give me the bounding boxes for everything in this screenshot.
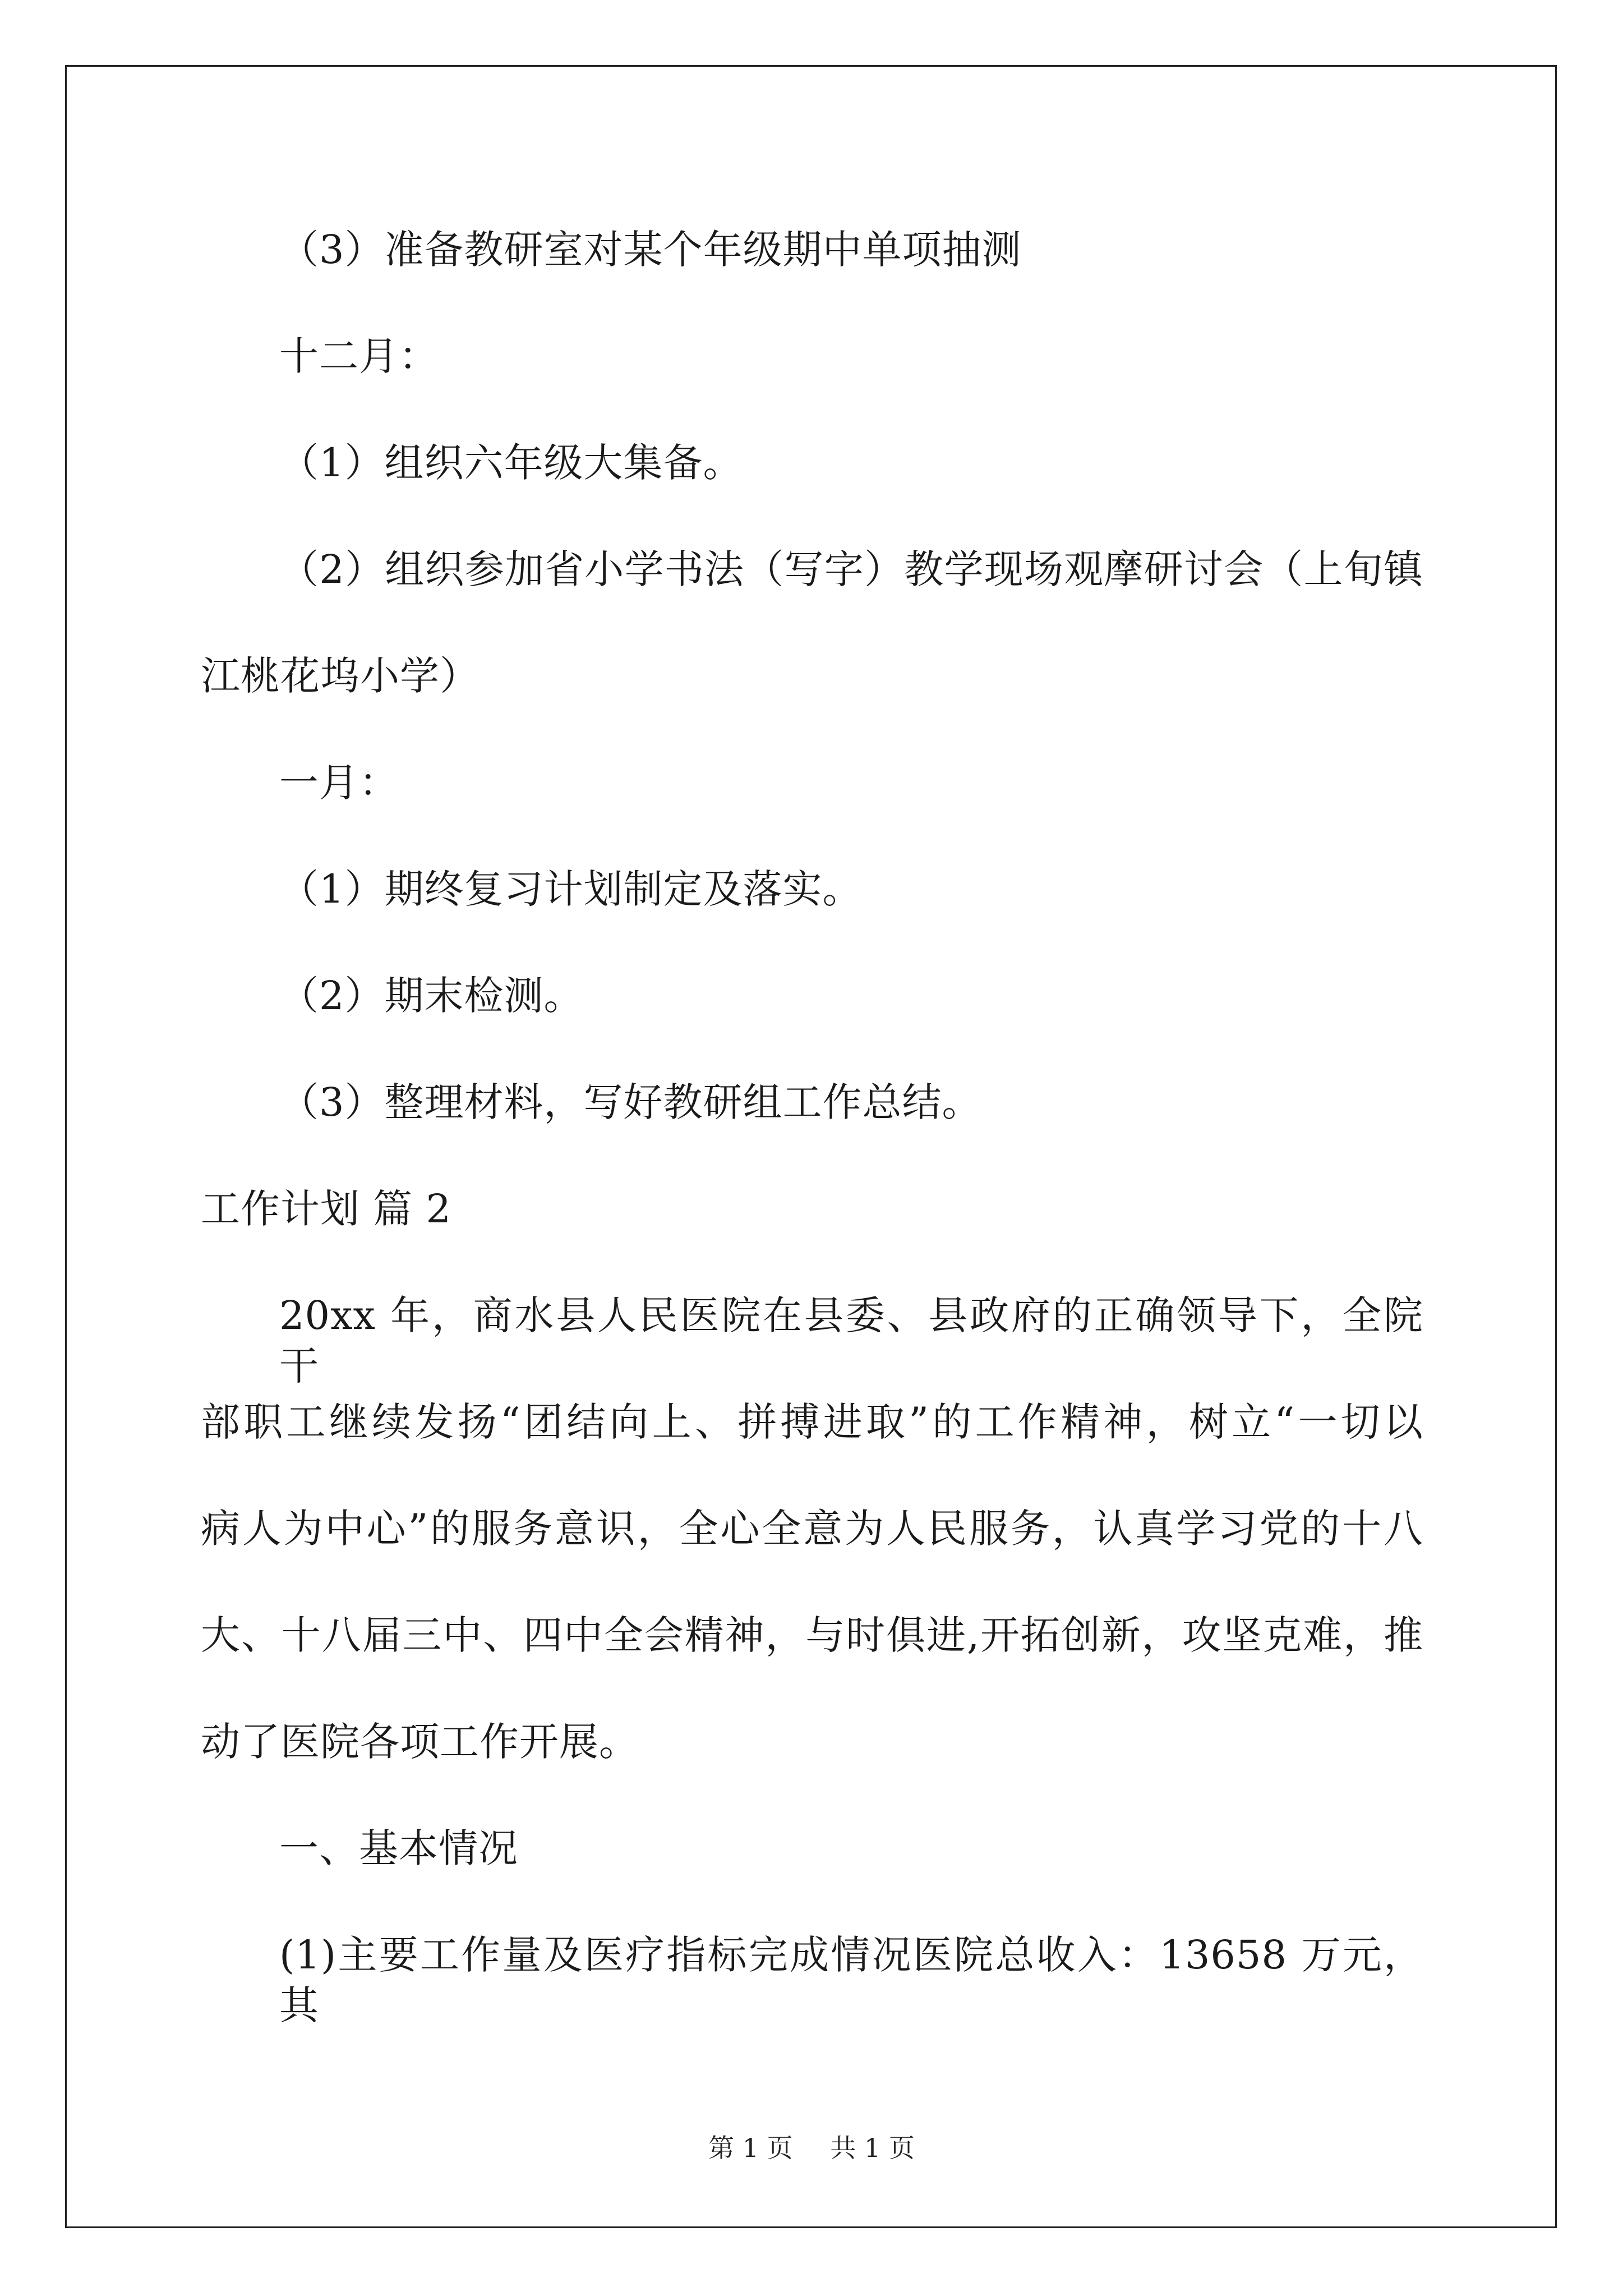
paragraph-line: (1)主要工作量及医疗指标完成情况医院总收入：13658 万元，其 (279, 1932, 1423, 2028)
section-heading: 工作计划 篇 2 (201, 1186, 452, 1232)
paragraph-line: （3）准备教研室对某个年级期中单项抽测 (279, 227, 1022, 273)
paragraph-line: 病人为中心”的服务意识，全心全意为人民服务，认真学习党的十八 (201, 1506, 1423, 1552)
page-total: 共 1 页 (830, 2133, 915, 2163)
paragraph-line: （1）期终复习计划制定及落实。 (279, 866, 863, 912)
paragraph-line: （1）组织六年级大集备。 (279, 440, 743, 486)
page-border (65, 65, 1557, 2228)
paragraph-line: 部职工继续发扬“团结向上、拼搏进取”的工作精神，树立“一切以 (201, 1399, 1423, 1445)
page-footer (0, 2131, 1623, 2165)
paragraph-line: 江桃花坞小学） (201, 653, 479, 699)
paragraph-line: （2）期末检测。 (279, 973, 584, 1019)
paragraph-line: （3）整理材料，写好教研组工作总结。 (279, 1079, 982, 1125)
paragraph-line: （2）组织参加省小学书法（写字）教学现场观摩研讨会（上旬镇 (279, 546, 1423, 592)
paragraph-line: 一月： (279, 760, 399, 806)
subheading: 一、基本情况 (279, 1825, 518, 1871)
paragraph-line: 十二月： (279, 333, 439, 379)
page-number: 第 1 页 (708, 2133, 793, 2163)
paragraph-line: 20xx 年，商水县人民医院在县委、县政府的正确领导下，全院干 (279, 1292, 1423, 1389)
paragraph-line: 动了医院各项工作开展。 (201, 1719, 639, 1765)
paragraph-line: 大、十八届三中、四中全会精神，与时俱进,开拓创新，攻坚克难，推 (201, 1612, 1423, 1658)
